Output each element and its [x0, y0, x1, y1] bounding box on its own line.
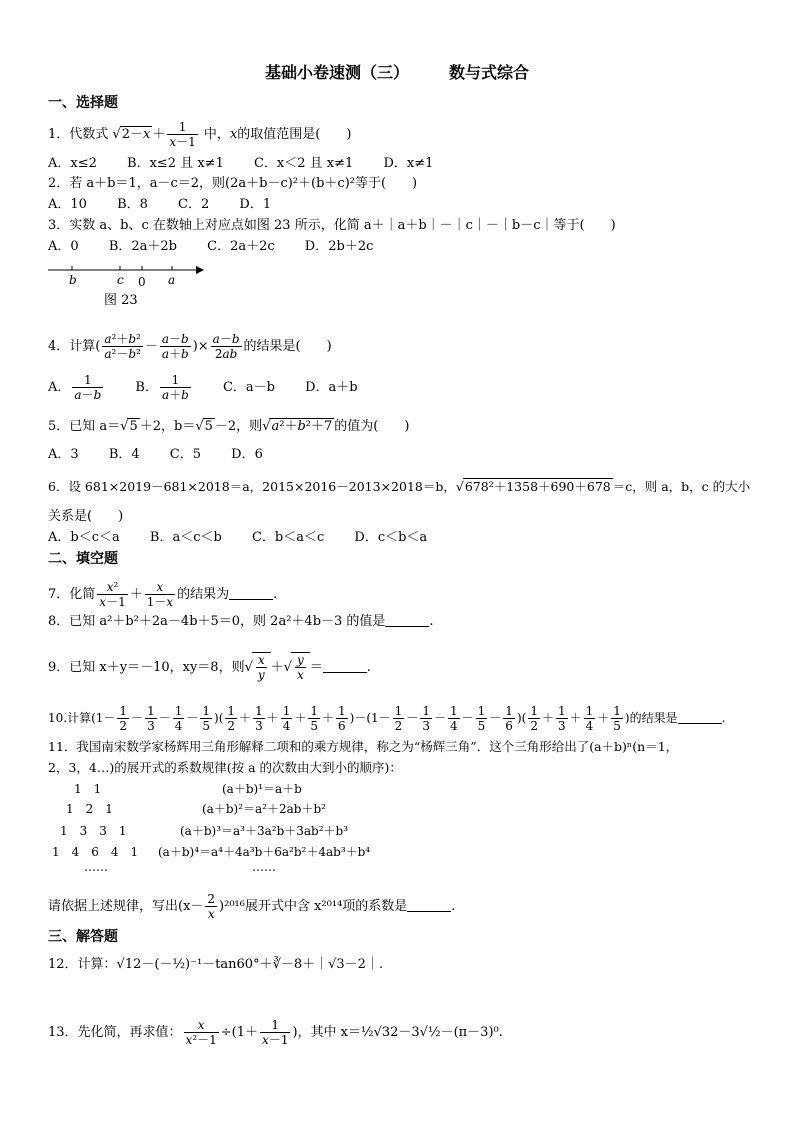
q4-options: A． $\frac{1}{a-b}$ B． $\frac{1}{a+b}$ C．a－b D．a＋b: [48, 373, 358, 402]
question-9: 9．已知 x＋y＝－10，xy＝8，则√ $\frac{x}{y}$ ＋√ $\frac{y}{x}$ ＝ .: [48, 653, 371, 682]
question-1: [48, 120, 351, 149]
question-2: 2．若 a＋b＝1，a－c＝2，则(2a＋b－c)²＋(b＋c)²等于( ): [48, 176, 418, 191]
triangle-row-3: 1 3 3 1: [60, 824, 127, 838]
q2-option-d: D．1: [239, 197, 272, 212]
q11-answer-blank[interactable]: [407, 897, 451, 912]
q8-answer-blank[interactable]: [385, 612, 429, 627]
q6-continued: 关系是( ): [48, 509, 124, 524]
q2-option-b: B．8: [117, 197, 148, 212]
question-3: 3．实数 a、b、c 在数轴上对应点如图 23 所示，化简 a＋｜a＋b｜－｜c｜－｜b－c｜等于( ): [48, 218, 616, 233]
label-0: 0: [138, 275, 146, 289]
q1-mid: 中，: [203, 127, 230, 142]
q7-prefix: 7．化简: [48, 587, 96, 602]
question-13: 13．先化简，再求值： $\frac{x}{\text{x²－1}}$ ÷(1＋ $\frac{1}{x-1}$ )，其中 x＝½√32－3√½－(π－3)⁰.: [48, 1018, 503, 1047]
q7-tail: 的结果为: [177, 587, 230, 602]
q10-prefix: 10.计算: [48, 711, 92, 725]
q1-expression: √2－x ＋ $\frac{1}{x-1}$: [112, 120, 196, 149]
q13-tail: )，其中 x＝½√32－3√½－(π－3)⁰.: [292, 1025, 503, 1040]
q13-prefix: 13．先化简，再求值：: [48, 1025, 182, 1040]
q5-options: [48, 446, 289, 464]
q1-option-b: B．x≤2 且 x≠1: [127, 156, 224, 171]
section-solve: 三、解答题: [48, 929, 118, 945]
question-6: 6．设 681×2019－681×2018＝a，2015×2016－2013×2018＝b，√678²＋1358＋690＋678 ＝c，则 a，b，c 的大小: [48, 479, 751, 494]
title-left: 基础小卷速测（三）: [264, 63, 409, 82]
q2-option-c: C．2: [178, 197, 210, 212]
q3-option-b: B．2a＋2b: [108, 239, 177, 254]
label-b: b: [69, 273, 77, 287]
figure-caption: 图 23: [104, 293, 138, 308]
q1-options: [48, 155, 459, 173]
q11-ask-prefix: 请依据上述规律，写出(x－: [48, 899, 204, 914]
q1-option-d: D．x≠1: [383, 156, 434, 171]
q3-options: [48, 238, 399, 256]
q6-part2: ＝c，则 a，b，c 的大小: [612, 479, 751, 494]
q5-option-b: B．4: [108, 447, 140, 462]
label-c: c: [117, 273, 124, 287]
expansion-1: (a＋b)¹＝a＋b: [222, 782, 302, 796]
q5-part2: ＋2，b＝: [139, 419, 196, 434]
q6-option-c: C．b＜a＜c: [251, 530, 325, 545]
q4-option-a-label: A．: [48, 380, 71, 395]
question-10: 10.计算(1－ $\frac{1}{2}$ － $\frac{1}{3}$ － $\frac{1}{4}$ － $\frac{1}{5}$ )( $\frac{1}{2}$ ＋ $\frac{1}{3}$ ＋ $\frac{1}{4}$ ＋ $\frac{1}{5}$ ＋ $\frac{1}{6}$ )－(1－ $\frac{1}{2}$ － $\frac{1}{3}$ － $\frac{1}{4}$ － $\frac{1}{5}$ － $\frac{1}{6}$ )( $\frac{1}{2}$ ＋ $\frac{1}{3}$ ＋ $\frac{1}{4}$ ＋ $\frac{1}{5}$ )的结果是 .: [48, 704, 726, 733]
q1-prefix: 1．代数式: [48, 127, 109, 142]
q5-option-d: D．6: [231, 447, 263, 462]
section-choice: 一、选择题: [48, 95, 118, 111]
q2-options: [48, 196, 297, 214]
question-11-line1: 11．我国南宋数学家杨辉用三角形解释二项和的乘方规律，称之为“杨辉三角”．这个三角形给出了(a＋b)ⁿ(n＝1，: [48, 739, 679, 754]
q4-option-d: D．a＋b: [305, 380, 358, 395]
q6-option-d: D．c＜b＜a: [354, 530, 428, 545]
q4-prefix: 4．计算(: [48, 339, 101, 354]
q1-option-c: C．x＜2 且 x≠1: [253, 156, 354, 171]
q1-var: x: [229, 127, 238, 142]
section-fill: 二、填空题: [48, 551, 118, 567]
q6-part1: 6．设 681×2019－681×2018＝a，2015×2016－2013×2018＝b，: [48, 479, 456, 494]
question-4: 4．计算( $\frac{\text{a²＋b²}}{\text{a²－b²}}$ － $\frac{a-b}{a+b}$ )× $\frac{a-b}{2ab}$ 的结果是( ): [48, 332, 332, 361]
triangle-row-1: 1 1: [74, 782, 102, 796]
expansion-5: ……: [252, 860, 276, 874]
q9-answer-blank[interactable]: [323, 658, 367, 673]
q5-option-a: A．3: [48, 447, 79, 462]
expansion-4: (a＋b)⁴＝a⁴＋4a³b＋6a²b²＋4ab³＋b⁴: [158, 845, 371, 859]
q7-answer-blank[interactable]: [229, 585, 273, 600]
q4-option-b-label: B．: [135, 380, 158, 395]
question-5: 5．已知 a＝√5 ＋2，b＝√5 －2，则√a²＋b²＋7 的值为( ): [48, 419, 410, 434]
triangle-row-2: 1 2 1: [66, 802, 113, 816]
q6-option-b: B．a＜c＜b: [149, 530, 222, 545]
q5-part1: 5．已知 a＝: [48, 419, 121, 434]
expansion-2: (a＋b)²＝a²＋2ab＋b²: [202, 802, 326, 816]
q3-option-a: A．0: [48, 239, 79, 254]
q8-text: 8．已知 a²＋b²＋2a－4b＋5＝0，则 2a²＋4b－3 的值是: [48, 614, 386, 629]
q9-text: 9．已知 x＋y＝－10，xy＝8，则: [48, 660, 245, 675]
q1-option-a: A．x≤2: [48, 156, 97, 171]
q4-tail: 的结果是( ): [243, 339, 332, 354]
question-11-ask: 请依据上述规律，写出(x－ $\frac{2}{x}$ )²⁰¹⁶展开式中含 x²⁰¹⁴项的系数是 .: [48, 892, 456, 921]
q3-option-c: C．2a＋2c: [207, 239, 275, 254]
q6-option-a: A．b＜c＜a: [48, 530, 120, 545]
q4-option-c: C．a－b: [222, 380, 275, 395]
title-right: 数与式综合: [449, 63, 530, 82]
triangle-row-5: ……: [84, 860, 108, 874]
q5-part3: －2，则: [214, 419, 263, 434]
q5-option-c: C．5: [169, 447, 201, 462]
q10-tail: 的结果是: [629, 711, 678, 725]
q6-options: [48, 529, 453, 547]
q5-part4: 的值为( ): [334, 419, 410, 434]
q10-answer-blank[interactable]: [678, 709, 722, 724]
q13-mid: ÷(1＋: [220, 1025, 259, 1040]
q3-option-d: D．2b＋2c: [304, 239, 374, 254]
question-12: 12．计算：√12－(－½)⁻¹－tan60°＋∛－8＋｜√3－2｜.: [48, 957, 384, 972]
question-8: 8．已知 a²＋b²＋2a－4b＋5＝0，则 2a²＋4b－3 的值是 .: [48, 614, 434, 629]
q1-tail: 的取值范围是( ): [237, 127, 352, 142]
question-7: 7．化简 $\frac{\text{x²}}{x-1}$ ＋ $\frac{x}{1-x}$ 的结果为 .: [48, 580, 278, 609]
triangle-row-4: 1 4 6 4 1: [52, 845, 139, 859]
label-a: a: [168, 273, 176, 287]
expansion-3: (a＋b)³＝a³＋3a²b＋3ab²＋b³: [180, 824, 349, 838]
q2-option-a: A．10: [48, 197, 87, 212]
q6-radical: 678²＋1358＋690＋678: [464, 479, 611, 494]
page-title: [0, 60, 794, 83]
q11-ask-mid: )²⁰¹⁶展开式中含 x²⁰¹⁴项的系数是: [219, 899, 408, 914]
question-11-line2: 2，3，4…)的展开式的系数规律(按 a 的次数由大到小的顺序)：: [48, 760, 402, 775]
